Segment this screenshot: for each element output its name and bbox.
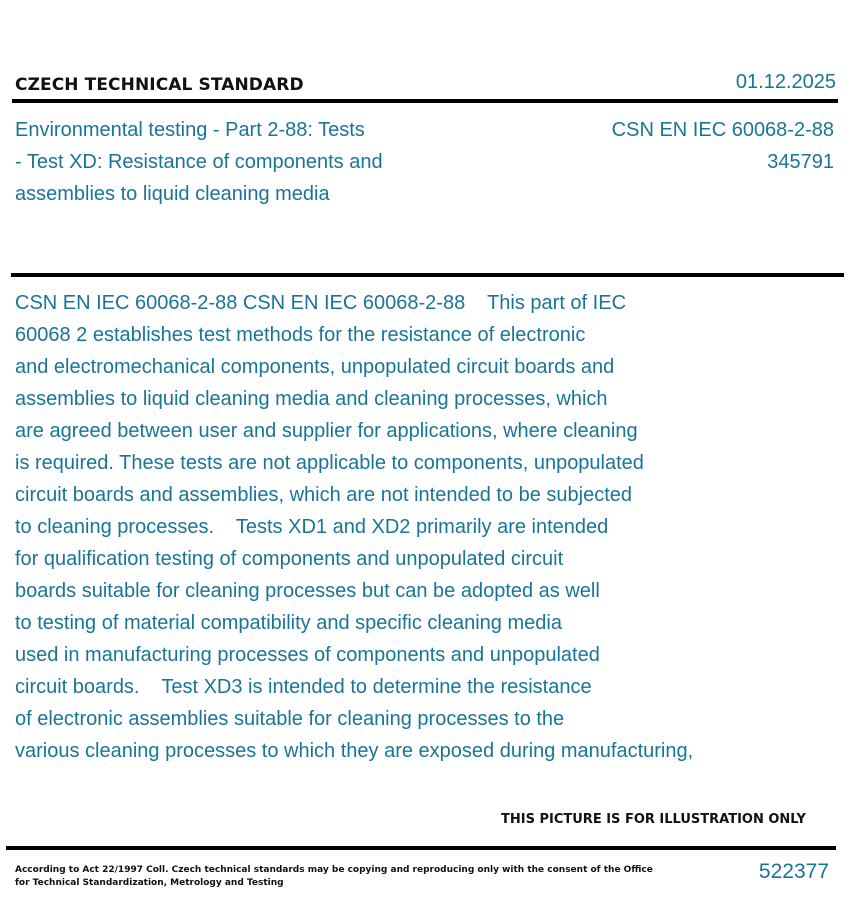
abstract-line: and electromechanical components, unpopulated circuit boards and — [15, 356, 615, 378]
legal-line: for Technical Standardization, Metrology and Testing — [15, 878, 284, 888]
abstract-line: is required. These tests are not applicable to components, unpopulated — [15, 452, 644, 474]
legal-line: According to Act 22/1997 Coll. Czech technical standards may be copying and reproducing only with the consent of the Office — [15, 865, 653, 875]
abstract-line: boards suitable for cleaning processes but can be adopted as well — [15, 580, 600, 602]
title-line: assemblies to liquid cleaning media — [15, 183, 330, 205]
legal-notice — [15, 864, 653, 890]
abstract-line: are agreed between user and supplier for applications, where cleaning — [15, 420, 638, 442]
standard-code: CSN EN IEC 60068-2-88 — [611, 119, 834, 141]
document-type-label: CZECH TECHNICAL STANDARD — [15, 75, 304, 95]
footer-divider — [6, 846, 836, 850]
abstract-line: 60068 2 establishes test methods for the resistance of electronic — [15, 324, 586, 346]
abstract-line: used in manufacturing processes of components and unpopulated — [15, 644, 600, 666]
document-id: 522377 — [758, 860, 829, 883]
abstract-text — [15, 287, 755, 767]
title-line: - Test XD: Resistance of components and — [15, 151, 383, 173]
abstract-line: to cleaning processes. Tests XD1 and XD2 primarily are intended — [15, 516, 609, 538]
title-divider — [11, 273, 844, 277]
abstract-line: circuit boards and assemblies, which are not intended to be subjected — [15, 484, 633, 506]
abstract-line: of electronic assemblies suitable for cleaning processes to the — [15, 708, 565, 730]
title-line: Environmental testing - Part 2-88: Tests — [15, 119, 365, 141]
abstract-line: assemblies to liquid cleaning media and cleaning processes, which — [15, 388, 608, 410]
abstract-line: to testing of material compatibility and specific cleaning media — [15, 612, 562, 634]
abstract-line: various cleaning processes to which they are exposed during manufacturing, — [15, 740, 694, 762]
catalog-number: 345791 — [767, 151, 834, 173]
publication-date: 01.12.2025 — [735, 71, 836, 93]
standard-title — [15, 114, 435, 210]
abstract-line: circuit boards. Test XD3 is intended to determine the resistance — [15, 676, 592, 698]
illustration-note: THIS PICTURE IS FOR ILLUSTRATION ONLY — [501, 812, 806, 827]
abstract-line: CSN EN IEC 60068-2-88 CSN EN IEC 60068-2-88 This part of IEC — [15, 292, 627, 314]
standard-identifier — [612, 114, 834, 178]
header-divider — [12, 99, 838, 103]
abstract-line: for qualification testing of components and unpopulated circuit — [15, 548, 564, 570]
